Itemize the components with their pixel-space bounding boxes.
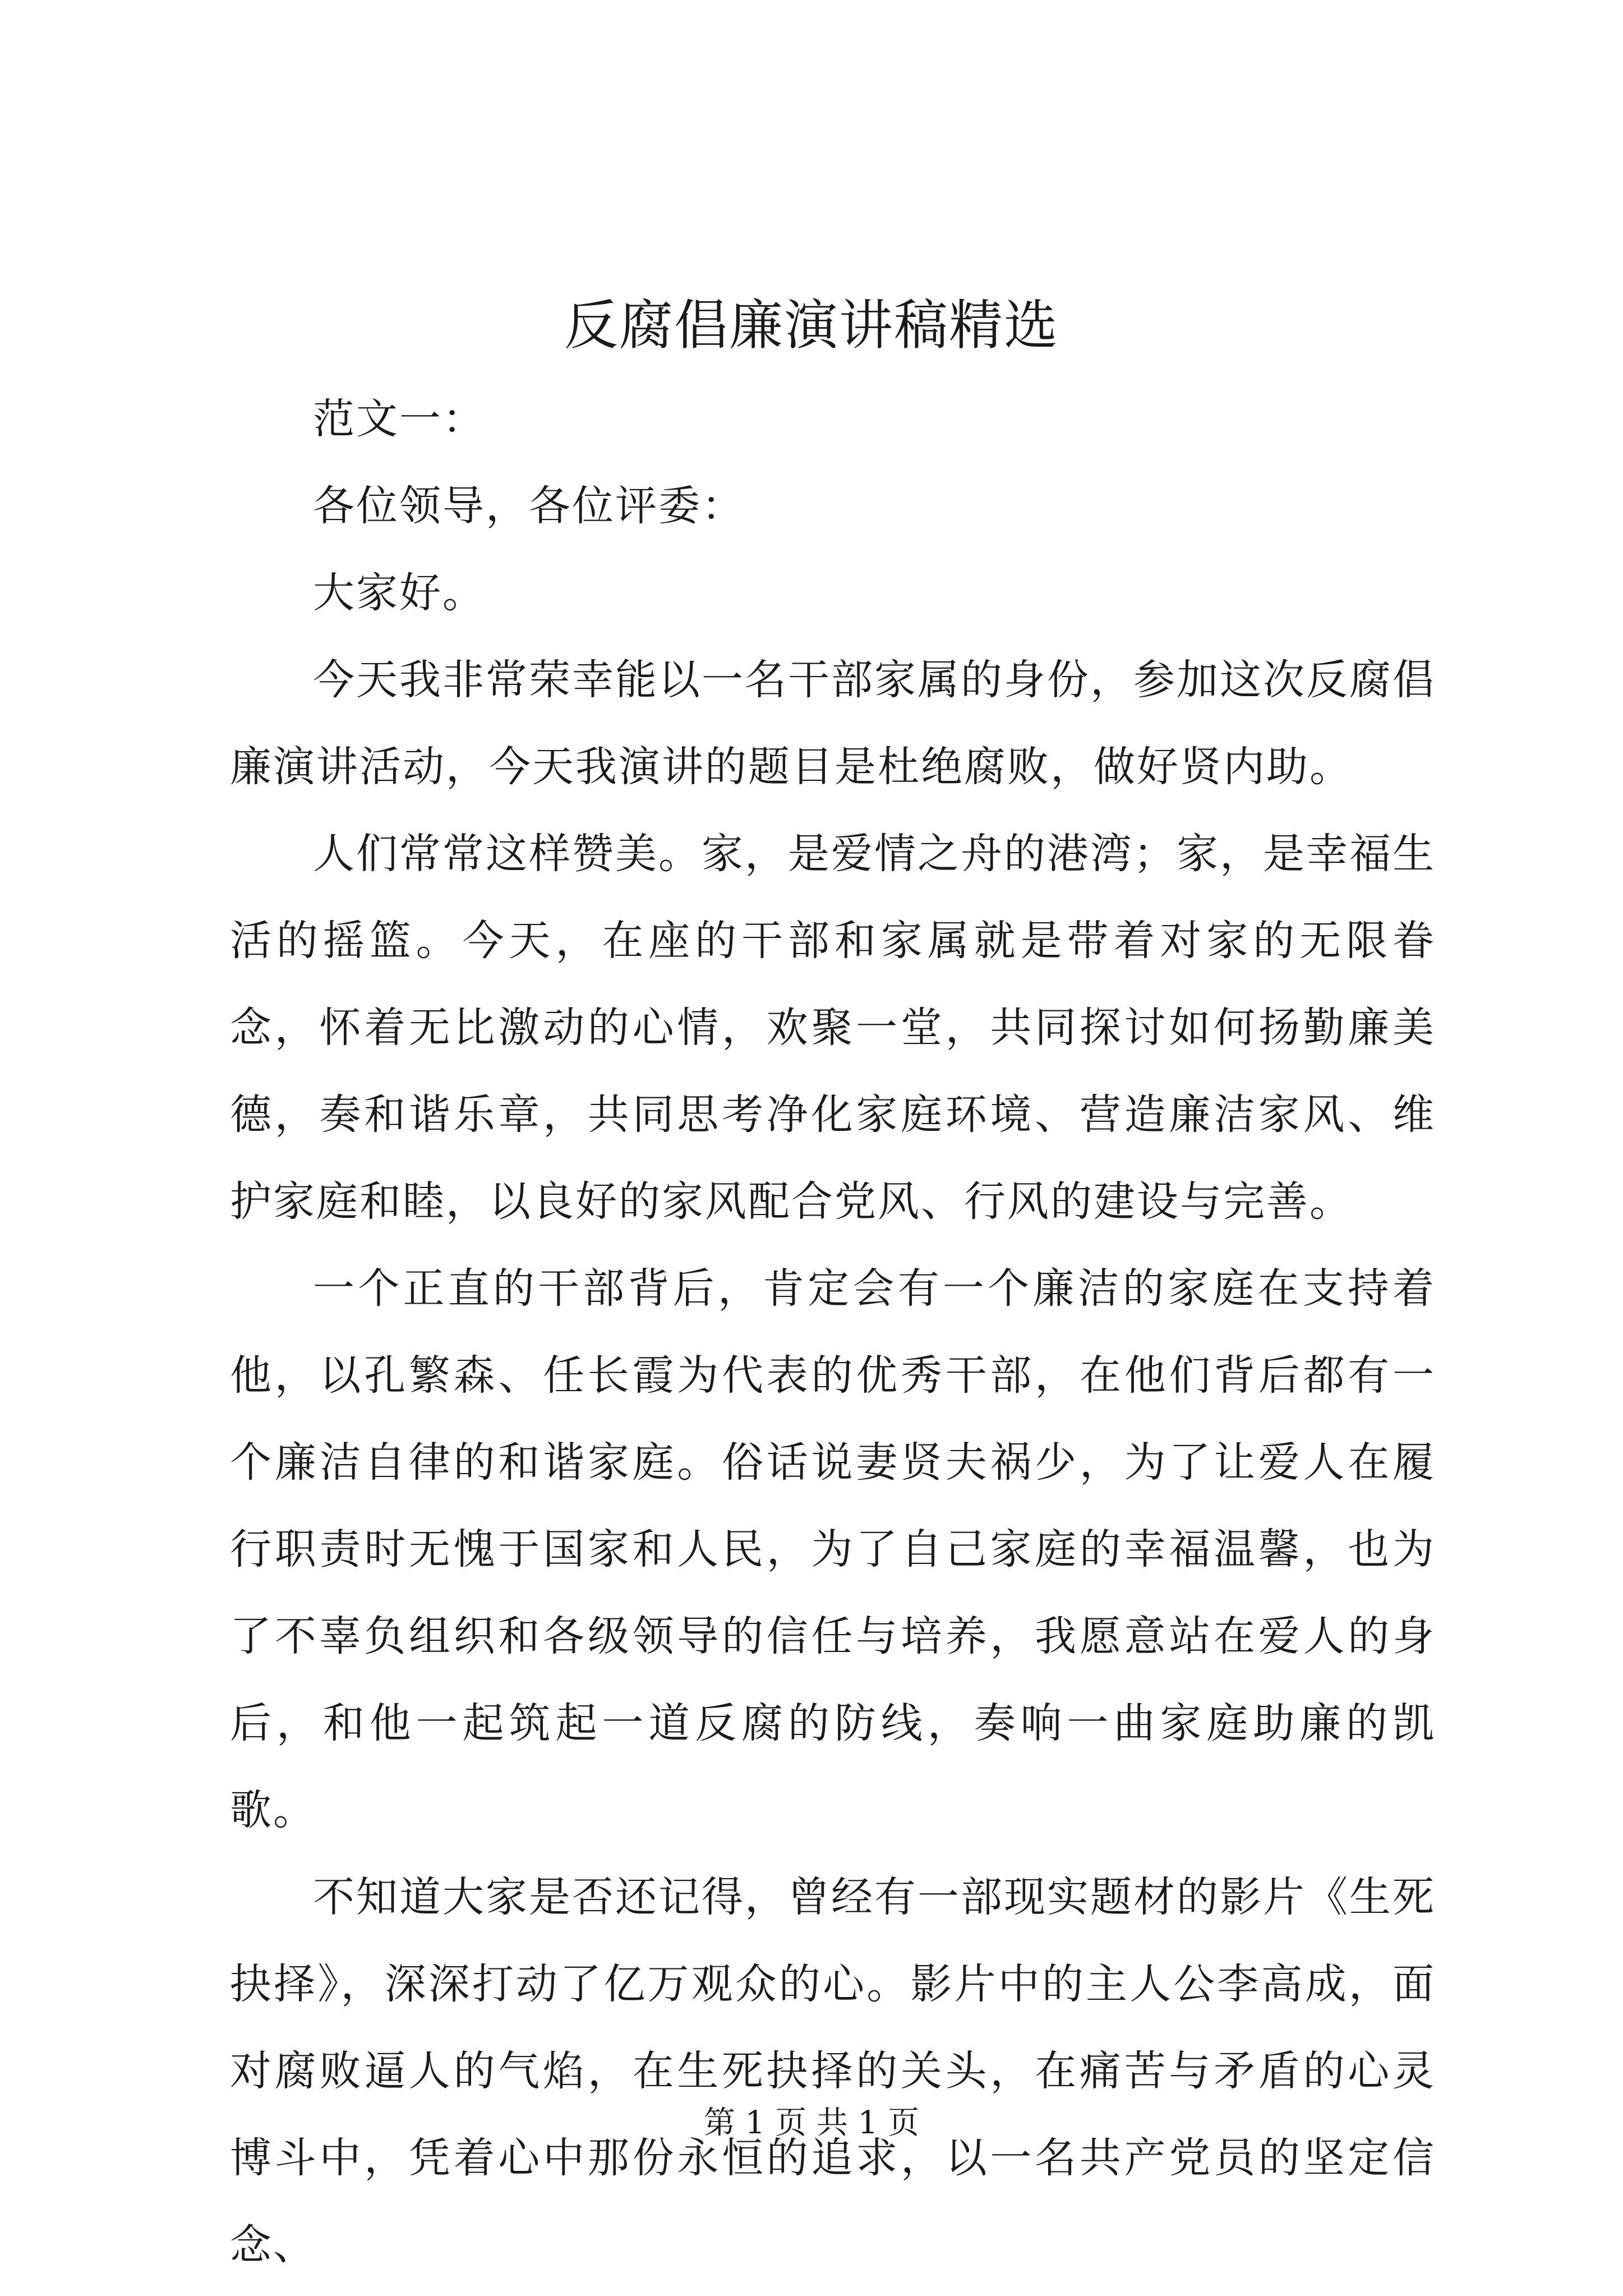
paragraph-5: 人们常常这样赞美。家，是爱情之舟的港湾；家，是幸福生活的摇篮。今天，在座的干部和家属就是带着对家的无限眷念，怀着无比激动的心情，欢聚一堂，共同探讨如何扬勤廉美德，奏和谐乐章，共同思考净化家庭环境、营造廉洁家风、维护家庭和睦，以良好的家风配合党风、行风的建设与完善。 — [230, 830, 1436, 1226]
document-body — [230, 376, 1436, 2289]
paragraph-2: 各位领导，各位评委： — [313, 482, 745, 530]
paragraph-1: 范文一： — [313, 395, 486, 443]
paragraph-3: 大家好。 — [313, 569, 486, 617]
paragraph-7: 不知道大家是否还记得，曾经有一部现实题材的影片《生死抉择》，深深打动了亿万观众的心。影片中的主人公李高成，面对腐败逼人的气焰，在生死抉择的关头，在痛苦与矛盾的心灵博斗中，凭着心中那份永恒的追求，以一名共产党员的坚定信念、 — [230, 1873, 1436, 2269]
page-footer: 第 1 页 共 1 页 — [703, 2105, 920, 2141]
paragraph-6: 一个正直的干部背后，肯定会有一个廉洁的家庭在支持着他，以孔繁森、任长霞为代表的优秀干部，在他们背后都有一个廉洁自律的和谐家庭。俗话说妻贤夫祸少，为了让爱人在履行职责时无愧于国家和人民，为了自己家庭的幸福温馨，也为了不辜负组织和各级领导的信任与培养，我愿意站在爱人的身后，和他一起筑起一道反腐的防线，奏响一曲家庭助廉的凯歌。 — [230, 1264, 1436, 1834]
page-title: 反腐倡廉演讲稿精选 — [564, 294, 1059, 357]
paragraph-4: 今天我非常荣幸能以一名干部家属的身份，参加这次反腐倡廉演讲活动，今天我演讲的题目是杜绝腐败，做好贤内助。 — [230, 656, 1436, 791]
